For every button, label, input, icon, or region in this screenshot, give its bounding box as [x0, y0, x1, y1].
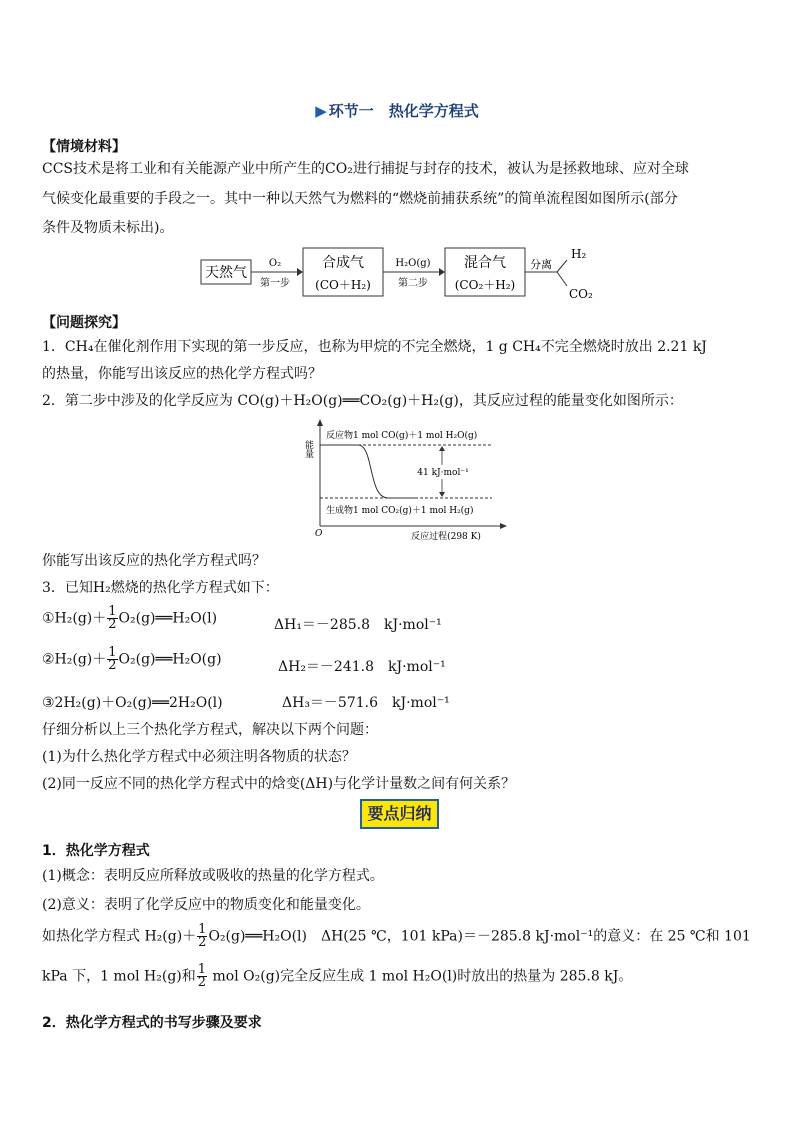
flow-box-mixed-gas-line2: (CO₂＋H₂)	[454, 278, 516, 292]
equation-1-right: O₂(g)══H₂O(l)	[118, 610, 218, 627]
flow-output-co2: CO₂	[569, 287, 593, 301]
product-label: 生成物1 mol CO₂(g)＋1 mol H₂(g)	[326, 506, 474, 516]
equation-2-dh: ΔH₂＝－241.8 kJ·mol⁻¹	[278, 659, 446, 675]
flow-arrow-3-label: 分离	[530, 258, 552, 271]
sub-question-1: (1)为什么热化学方程式中必须注明各物质的状态？	[42, 749, 356, 765]
x-axis-label: 反应过程(298 K)	[411, 532, 481, 542]
equation-2-left: ②H₂(g)＋	[42, 651, 107, 668]
example-left: 如热化学方程式 H₂(g)＋	[42, 928, 197, 945]
flow-box-natural-gas-label: 天然气	[205, 265, 247, 281]
equation-2	[42, 647, 222, 672]
fraction-denominator: 2	[198, 935, 207, 950]
fraction-denominator: 2	[197, 975, 207, 990]
fraction-numerator: 1	[108, 604, 117, 619]
fraction-numerator: 1	[198, 922, 207, 937]
section-title-text: 环节一 热化学方程式	[328, 102, 479, 120]
question-3: 3．已知H₂燃烧的热化学方程式如下：	[42, 580, 279, 596]
question-1-line-1: 1．CH₄在催化剂作用下实现的第一步反应，也称为甲烷的不完全燃烧，1 g CH₄不完全燃烧时放出 2.21 kJ	[42, 339, 707, 355]
example-mid: O₂(g)══H₂O(l) ΔH(25 ℃，101 kPa)＝－285.8 kJ·mol⁻¹的意义：在 25 ℃和 101	[208, 928, 751, 945]
energy-y-label: 能量	[303, 440, 313, 458]
situation-para-3: 条件及物质未标出)。	[42, 220, 174, 236]
flow-box-syngas-line2: (CO＋H₂)	[315, 278, 371, 292]
analysis-text: 仔细分析以上三个热化学方程式，解决以下两个问题：	[42, 722, 378, 738]
flow-diagram	[195, 242, 605, 306]
situation-para-1: CCS技术是将工业和有关能源产业中所产生的CO₂进行捕捉与封存的技术，被认为是拯救地球、应对全球	[42, 161, 689, 177]
key-points-badge: 要点归纳	[360, 799, 439, 829]
fraction-half	[107, 606, 117, 631]
equation-1-left: ①H₂(g)＋	[42, 610, 107, 627]
fraction-denominator: 2	[108, 617, 117, 632]
question-2-after: 你能写出该反应的热化学方程式吗？	[42, 553, 266, 569]
situation-para-2: 气候变化最重要的手段之一。其中一种以天然气为燃料的“燃烧前捕获系统”的简单流程图如图所示(部分	[42, 191, 678, 207]
question-1-line-2: 的热量，你能写出该反应的热化学方程式吗？	[42, 366, 322, 382]
example-line-2-right: mol O₂(g)完全反应生成 1 mol H₂O(l)时放出的热量为 285.8 kJ。	[208, 968, 633, 985]
flow-arrow-2-bottom: 第二步	[398, 278, 428, 289]
fraction-half	[107, 647, 117, 672]
origin-label: O	[315, 529, 323, 539]
flow-output-h2: H₂	[571, 247, 587, 261]
equation-1	[42, 606, 217, 631]
energy-curve	[320, 445, 418, 498]
example-line-2-left: kPa 下，1 mol H₂(g)和	[42, 968, 196, 985]
flow-arrow-2-top: H₂O(g)	[395, 258, 431, 269]
flow-arrow-1-top: O₂	[268, 258, 282, 269]
delta-label: 41 kJ·mol⁻¹	[417, 468, 469, 478]
equation-3: ③2H₂(g)＋O₂(g)══2H₂O(l)	[42, 695, 223, 711]
flow-arrow-1-bottom: 第一步	[260, 278, 290, 289]
equation-1-dh: ΔH₁＝－285.8 kJ·mol⁻¹	[274, 617, 442, 633]
fraction-numerator: 1	[197, 962, 207, 977]
flow-box-mixed-gas-line1: 混合气	[464, 255, 506, 271]
summary-meaning: (2)意义：表明了化学反应中的物质变化和能量变化。	[42, 897, 370, 913]
section-title	[0, 100, 794, 121]
equation-2-right: O₂(g)══H₂O(g)	[118, 651, 222, 668]
situation-heading: 【情境材料】	[42, 139, 126, 155]
play-arrow-icon: ▶	[315, 102, 327, 120]
summary-heading-1: 1．热化学方程式	[42, 843, 150, 859]
summary-heading-2: 2．热化学方程式的书写步骤及要求	[42, 1015, 262, 1031]
reactant-label: 反应物1 mol CO(g)＋1 mol H₂O(g)	[326, 431, 478, 441]
summary-concept: (1)概念：表明反应所释放或吸收的热量的化学方程式。	[42, 868, 384, 884]
equation-3-dh: ΔH₃＝－571.6 kJ·mol⁻¹	[282, 695, 450, 711]
question-2: 2．第二步中涉及的化学反应为 CO(g)＋H₂O(g)══CO₂(g)＋H₂(g)，其反应过程的能量变化如图所示：	[42, 393, 683, 409]
fraction-numerator: 1	[108, 645, 117, 660]
flow-box-syngas-line1: 合成气	[322, 255, 364, 271]
sub-question-2: (2)同一反应不同的热化学方程式中的焓变(ΔH)与化学计量数之间有何关系？	[42, 776, 516, 792]
inquiry-heading: 【问题探究】	[42, 315, 126, 331]
fraction-half	[197, 924, 207, 949]
fraction-denominator: 2	[108, 658, 117, 673]
example-line-2	[42, 964, 632, 989]
fraction-half	[197, 964, 207, 989]
example-line-1	[42, 924, 751, 949]
energy-diagram	[296, 418, 516, 546]
